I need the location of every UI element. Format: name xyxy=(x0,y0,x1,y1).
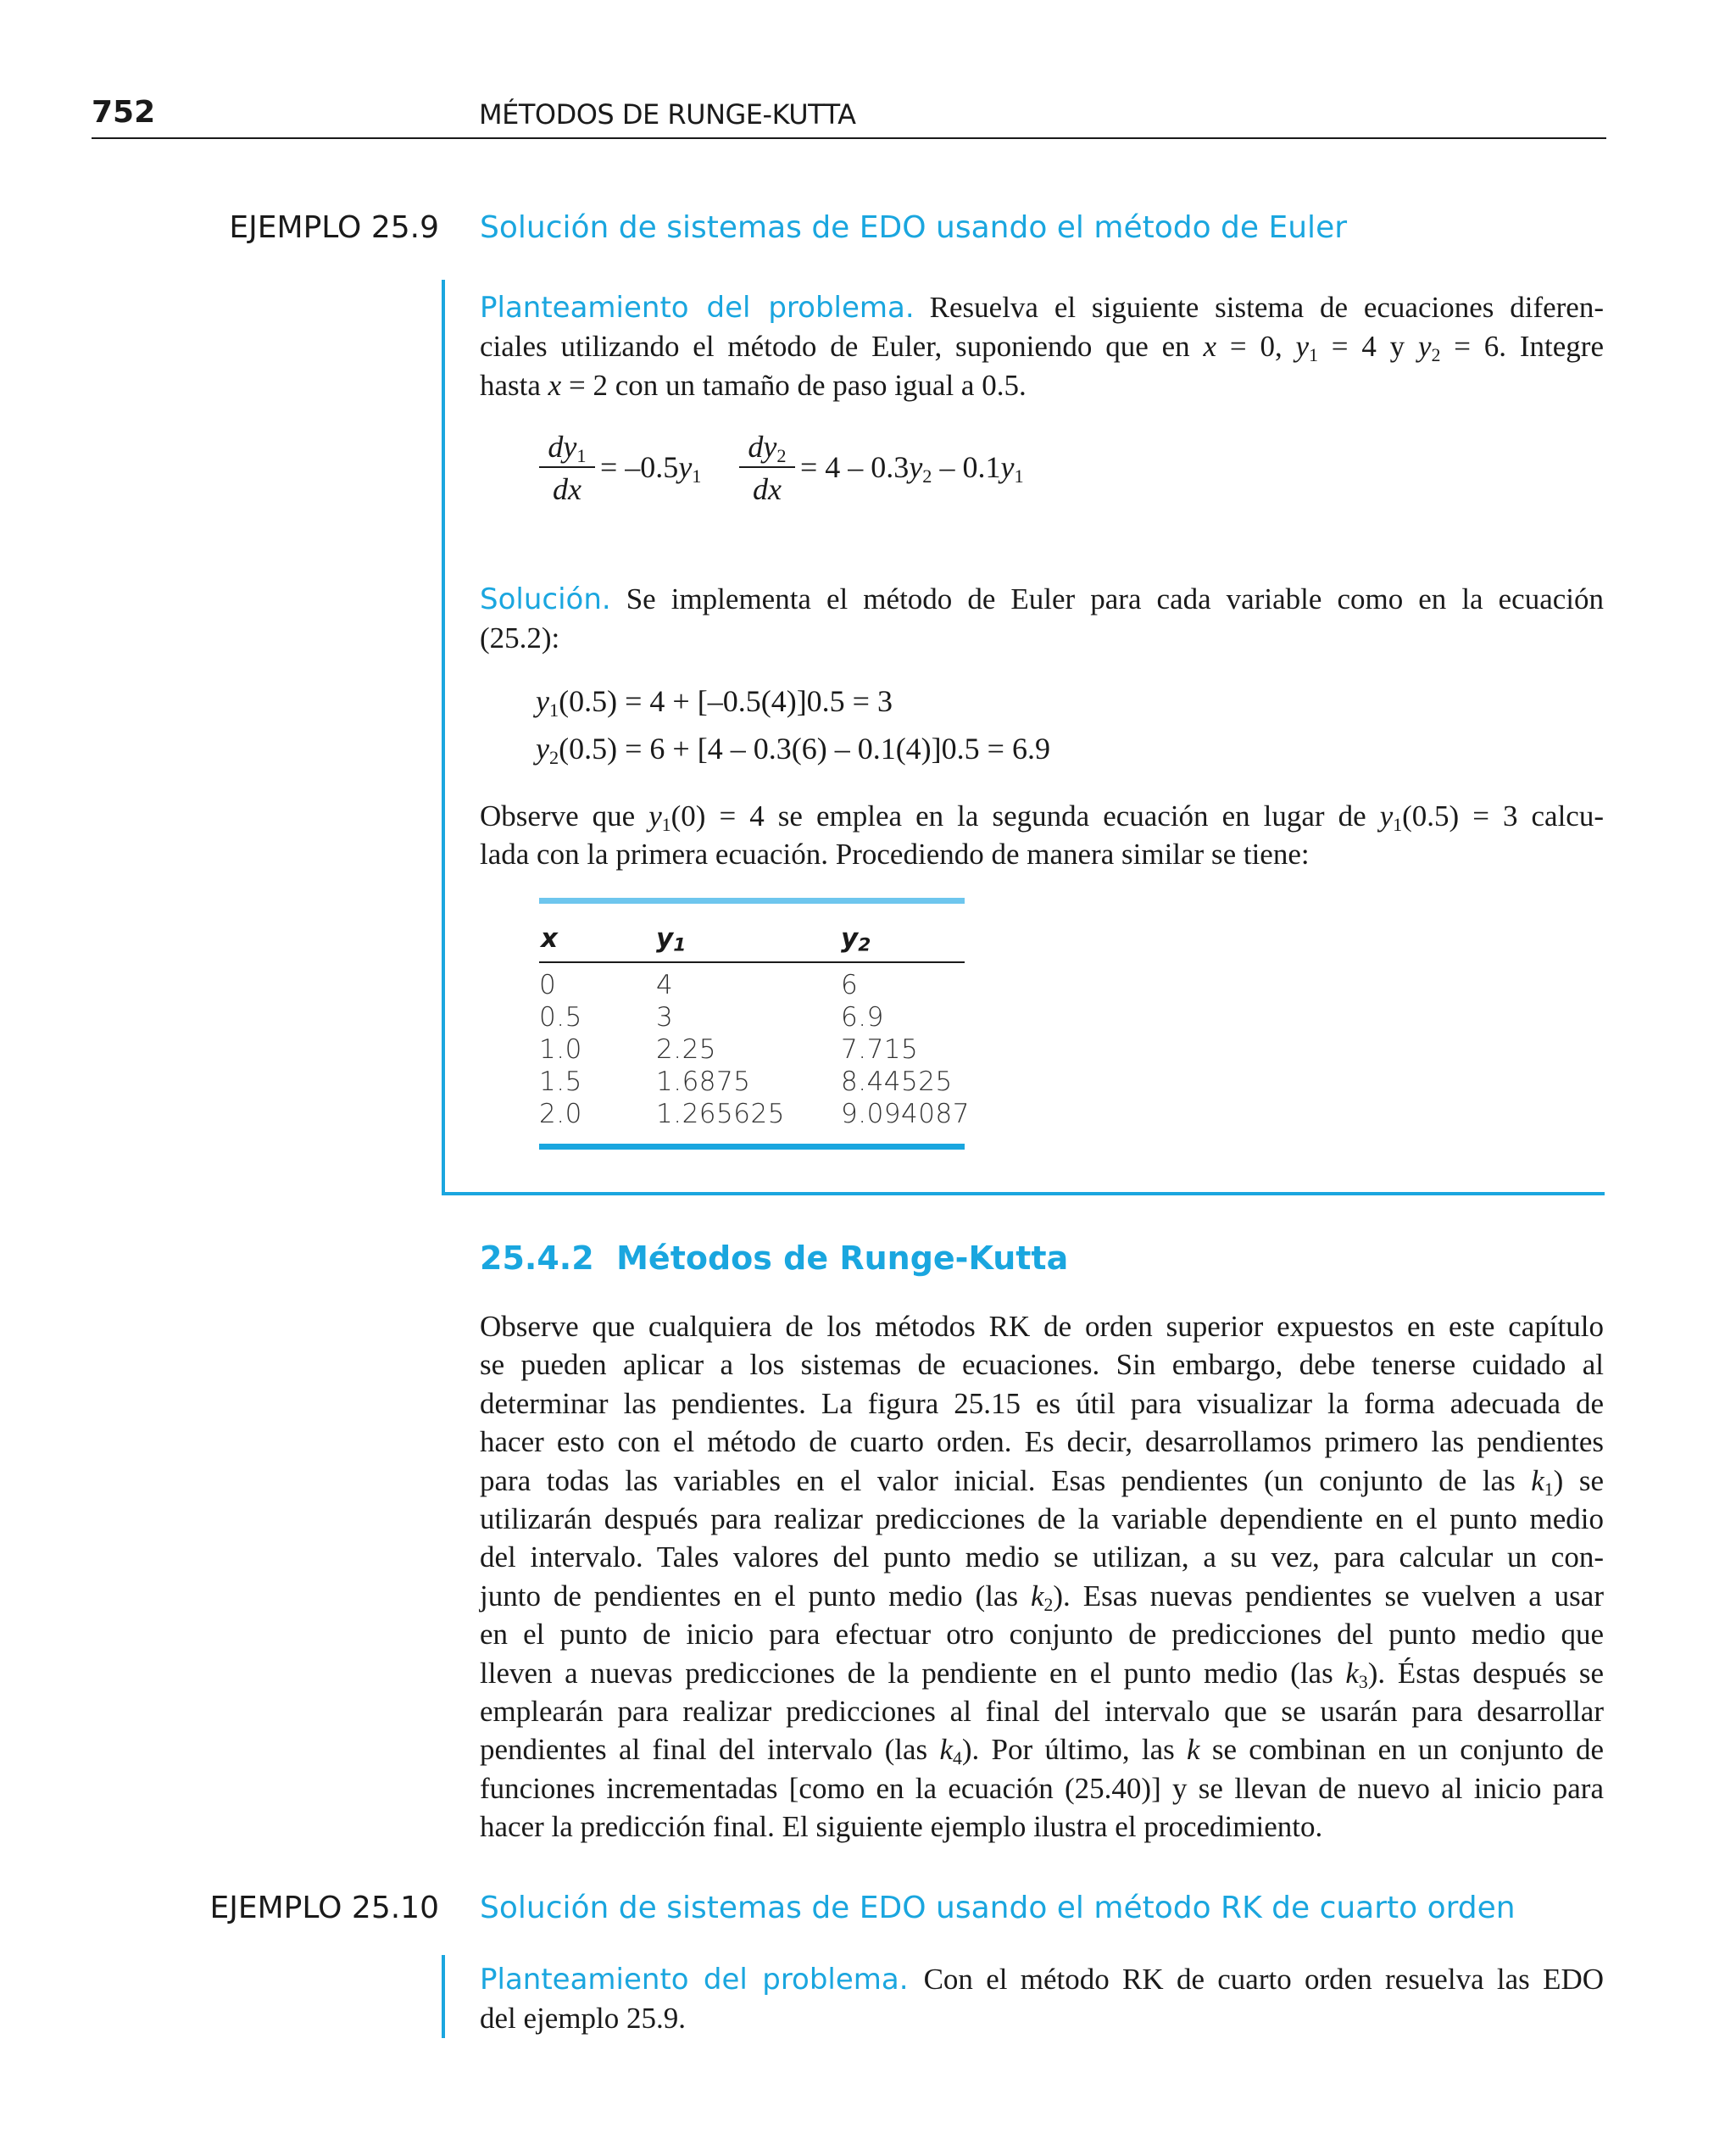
table-cell: 1.6875 xyxy=(656,1067,751,1097)
table-cell: 1.0 xyxy=(539,1034,582,1065)
table-cell: 1.5 xyxy=(539,1067,582,1097)
table-cell: 6 xyxy=(841,970,859,1000)
table-cell: 2.25 xyxy=(656,1034,717,1065)
section-number: 25.4.2 xyxy=(480,1239,594,1277)
table-cell: 4 xyxy=(656,970,674,1000)
example-box-bottom-rule xyxy=(442,1192,1605,1195)
table-cell: 3 xyxy=(656,1002,674,1033)
table-header-x: x xyxy=(541,923,558,954)
example-label: EJEMPLO 25.9 xyxy=(229,210,439,245)
problem-lead: Planteamiento del problema. xyxy=(480,291,915,325)
problem-statement: Planteamiento del problema. Con el método RK de cuarto orden resuelva las EDO del ejemplo 25.9. xyxy=(480,1963,1605,2036)
problem-lead: Planteamiento del problema. xyxy=(480,1963,909,1997)
table-cell: 9.094087 xyxy=(841,1099,970,1129)
solution-lead: Solución. xyxy=(480,582,611,616)
observe-paragraph: Observe que $y_1(0) = 4$ se emplea en la segunda ecuación en lugar de $y_1(0.5) = 3$ calcu- lada con la primera ecuación. Procediendo de manera similar se tiene: xyxy=(480,799,1604,872)
section-heading xyxy=(480,1239,1068,1277)
example-box-left-rule xyxy=(442,1955,445,2038)
table-cell: 2.0 xyxy=(539,1099,582,1129)
table-top-rule xyxy=(539,898,965,904)
table-cell: 6.9 xyxy=(841,1002,884,1033)
table-header-y2: $y_2$ xyxy=(841,923,871,956)
example-label: EJEMPLO 25.10 xyxy=(209,1891,439,1925)
example-title: Solución de sistemas de EDO usando el método RK de cuarto orden xyxy=(480,1891,1516,1925)
table-cell: 0 xyxy=(539,970,557,1000)
problem-statement: Planteamiento del problema. Resuelva el siguiente sistema de ecuaciones diferen- ciales utilizando el método de Euler, suponiendo que en x = 0, $y_1 = 4$ y $y_2 = 6$. Integre hasta x = 2 con un tamaño de paso igual a 0.5. xyxy=(480,291,1604,402)
section-title: Métodos de Runge-Kutta xyxy=(616,1239,1069,1277)
table-bottom-rule xyxy=(539,1144,965,1150)
example-title: Solución de sistemas de EDO usando el método de Euler xyxy=(480,210,1348,245)
table-header-rule xyxy=(539,961,965,963)
solution-paragraph: Solución. Se implementa el método de Euler para cada variable como en la ecuación (25.2): xyxy=(480,582,1604,655)
table-cell: 8.44525 xyxy=(841,1067,953,1097)
page-number: 752 xyxy=(92,95,156,130)
euler-step-y2: $y_2(0.5) = 6 + [4 - 0.3(6) - 0.1(4)]0.5 = 6.9$ xyxy=(536,732,1050,769)
header-rule xyxy=(92,137,1606,139)
table-cell: 1.265625 xyxy=(656,1099,785,1129)
euler-step-y1: $y_1(0.5) = 4 + [-0.5(4)]0.5 = 3$ xyxy=(536,684,893,721)
running-title: MÉTODOS DE RUNGE-KUTTA xyxy=(479,98,856,131)
section-body: Observe que cualquiera de los métodos RK de orden superior expuestos en este capítulo se pueden aplicar a los sistemas de ecuaciones. Sin embargo, debe tenerse cuidado al determinar las pendientes. La figura 25.15 es útil para visualizar la forma adecuada de hacer esto con el método de cuarto orden. Es decir, desarrollamos primero las pendientes para todas las variables en el valor inicial. Esas pendientes (un conjunto de las $k_1$) se utilizarán después para realizar predicciones de la variable dependiente en el punto medio del intervalo. Tales valores del punto medio se utilizan, a su vez, para calcular un con- junto de pendientes en el punto medio (las $k_2$). Esas nuevas pendientes se vuelven a usar en el punto de inicio para efectuar otro conjunto de predicciones del punto medio que lleven a nuevas predicciones de la pendiente en el punto medio (las $k_3$). Éstas después se emplearán para realizar predicciones al final del intervalo que se usarán para desarrollar pendientes al final del intervalo (las $k_4$). Por último, las k se combinan en un conjunto de funciones incrementadas [como en la ecuación (25.40)] y se llevan de nuevo al inicio para hacer la predicción final. El siguiente ejemplo ilustra el procedimiento. xyxy=(480,1310,1604,1844)
table-cell: 0.5 xyxy=(539,1002,582,1033)
table-header-y1: $y_1$ xyxy=(656,923,687,956)
table-cell: 7.715 xyxy=(841,1034,919,1065)
example-box-left-rule xyxy=(442,280,445,1195)
